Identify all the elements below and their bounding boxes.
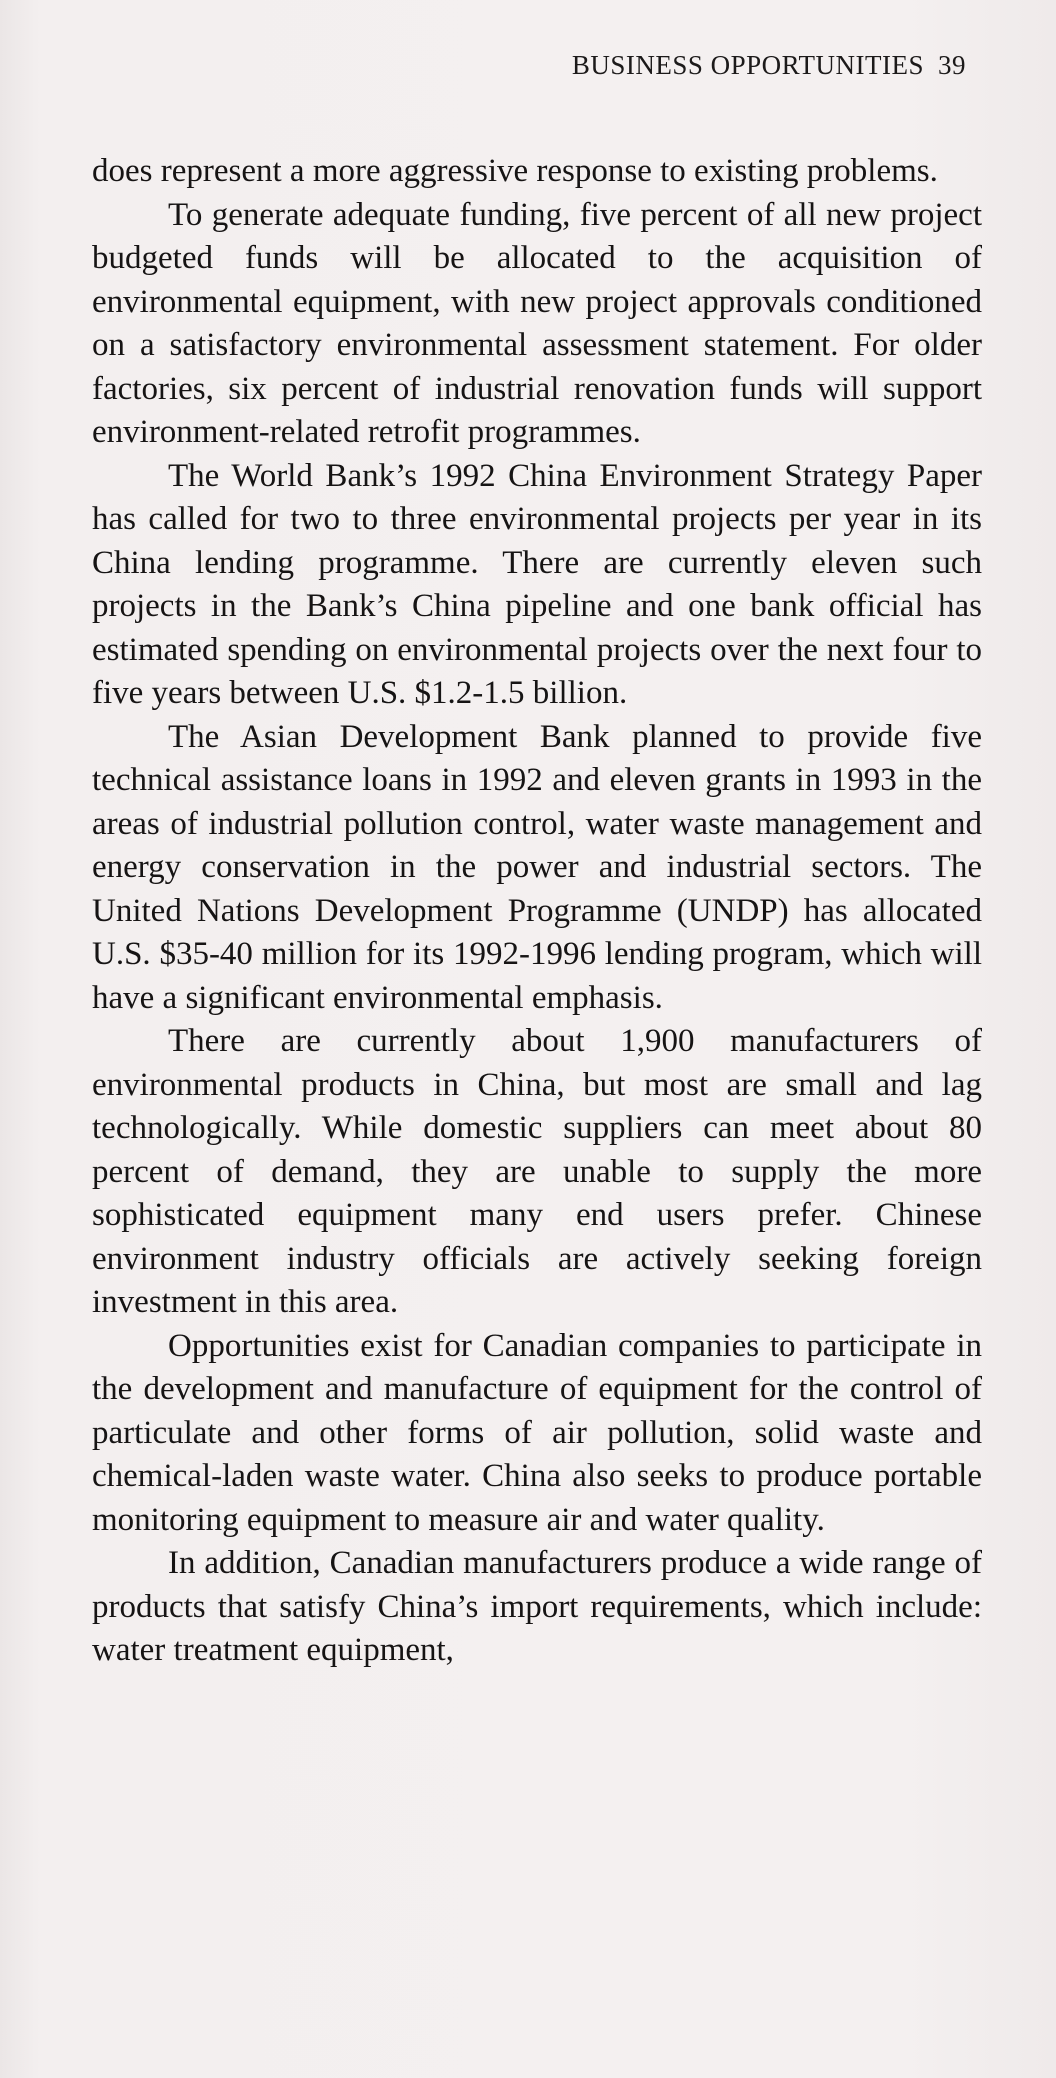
- paragraph-funding: To generate adequate funding, five percent of all new project budgeted funds will be allocated to the acquisition of environmental equipment, with new project approvals conditioned on a satisfactory environmental assessment statement. For older factories, six percent of industrial renovation funds will support environment-related retrofit programmes.: [92, 196, 982, 450]
- paragraph-manufacturers: There are currently about 1,900 manufacturers of environmental products in China, but most are small and lag technologically. While domestic suppliers can meet about 80 percent of demand, they are unable to supply the more sophisticated equipment many end users prefer. Chinese environment industry officials are actively seeking foreign investment in this area.: [92, 1023, 982, 1320]
- page-number: 39: [938, 50, 966, 80]
- paragraph-continued: does represent a more aggressive response to existing problems.: [92, 153, 938, 189]
- paragraph-canadian-products: In addition, Canadian manufacturers produce a wide range of products that satisfy China’s import requirements, which include: water treatment equipment,: [92, 1545, 982, 1668]
- paragraph-asian-development-bank: The Asian Development Bank planned to provide five technical assistance loans in 1992 and eleven grants in 1993 in the areas of industrial pollution control, water waste management and energy conservation in the power and industrial sectors. The United Nations Development Programme (UNDP) has allocated U.S. $35-40 million for its 1992-1996 lending program, which will have a significant environmental emphasis.: [92, 718, 982, 1016]
- running-head: [572, 50, 966, 81]
- body-text: [92, 150, 982, 1673]
- paragraph-opportunities: Opportunities exist for Canadian companies to participate in the development and manufacture of equipment for the control of particulate and other forms of air pollution, solid waste and chemical-laden waste water. China also seeks to produce portable monitoring equipment to measure air and water quality.: [92, 1327, 982, 1538]
- paragraph-world-bank: The World Bank’s 1992 China Environment Strategy Paper has called for two to three environmental projects per year in its China lending programme. There are currently eleven such projects in the Bank’s China pipeline and one bank official has estimated spending on environmental projects over the next four to five years between U.S. $1.2-1.5 billion.: [92, 457, 982, 711]
- running-head-title: BUSINESS OPPORTUNITIES: [571, 50, 924, 80]
